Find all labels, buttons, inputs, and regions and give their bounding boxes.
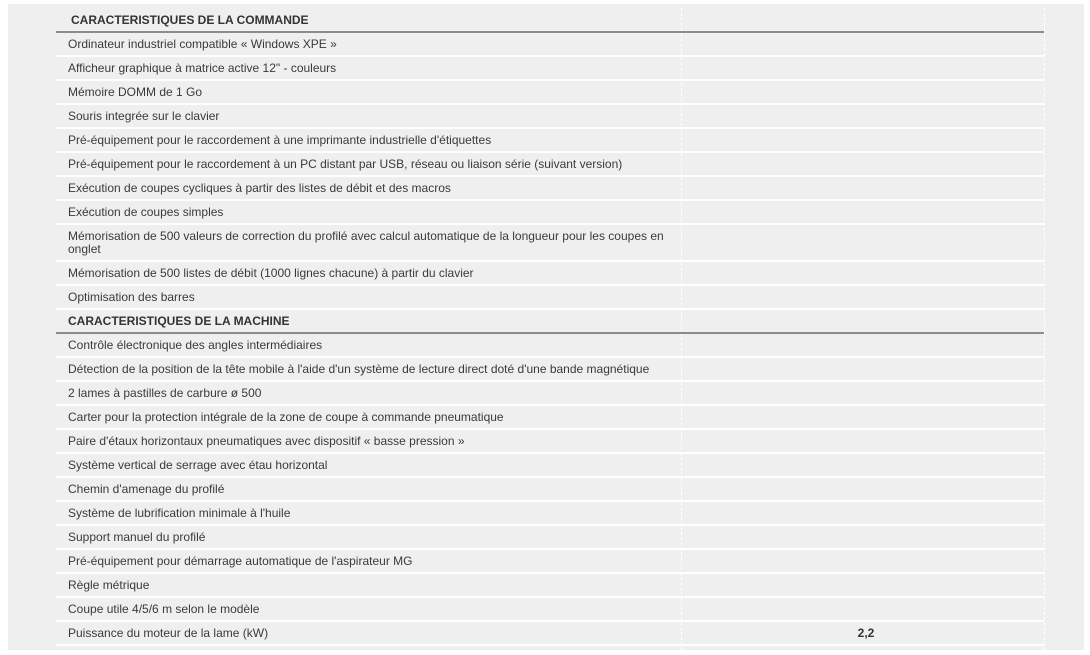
row-label: Carter pour la protection intégrale de la zone de coupe à commande pneumatique (68, 410, 504, 424)
table-row (56, 177, 1044, 201)
row-label: Mémorisation de 500 valeurs de correction du profilé avec calcul automatique de la longueur pour les coupes en onglet (68, 229, 664, 256)
row-label: Système de lubrification minimale à l'huile (68, 506, 291, 520)
table-row (56, 622, 1044, 646)
table-row (56, 81, 1044, 105)
table-row (56, 526, 1044, 550)
table-row (56, 262, 1044, 286)
table-row (56, 33, 1044, 57)
row-label: Paire d'étaux horizontaux pneumatiques avec dispositif « basse pression » (68, 434, 465, 448)
table-row (56, 225, 1044, 262)
table-row (56, 201, 1044, 225)
row-label: Souris integrée sur le clavier (68, 109, 220, 123)
row-label: Pré-équipement pour le raccordement à une imprimante industrielle d'étiquettes (68, 133, 492, 147)
row-value: 2,2 (857, 626, 875, 640)
section-header-commande: CARACTERISTIQUES DE LA COMMANDE (56, 9, 1044, 33)
row-label: Contrôle électronique des angles intermédiaires (68, 338, 323, 352)
table-row (56, 478, 1044, 502)
spec-sheet (8, 4, 1084, 650)
row-label: Chemin d'amenage du profilé (68, 482, 225, 496)
row-label: Exécution de coupes cycliques à partir des listes de débit et des macros (68, 181, 451, 195)
row-label: Pré-équipement pour le raccordement à un PC distant par USB, réseau ou liaison série (suivant version) (68, 157, 623, 171)
row-label: 2 lames à pastilles de carbure ø 500 (68, 386, 262, 400)
table-row (56, 430, 1044, 454)
table-row (56, 550, 1044, 574)
table-row (56, 57, 1044, 81)
row-label: Support manuel du profilé (68, 530, 206, 544)
row-label: Détection de la position de la tête mobile à l'aide d'un système de lecture direct doté d'une bande magnétique (68, 362, 650, 376)
table-row (56, 598, 1044, 622)
row-label: Mémoire DOMM de 1 Go (68, 85, 203, 99)
table-row (56, 574, 1044, 598)
table-row (56, 382, 1044, 406)
section-header-machine: CARACTERISTIQUES DE LA MACHINE (56, 310, 1044, 334)
table-row (56, 358, 1044, 382)
row-label: Système vertical de serrage avec étau horizontal (68, 458, 328, 472)
row-label: Mémorisation de 500 listes de débit (1000 lignes chacune) à partir du clavier (68, 266, 474, 280)
row-label: Afficheur graphique à matrice active 12" - couleurs (68, 61, 337, 75)
row-label: Optimisation des barres (68, 290, 195, 304)
row-label: Ordinateur industriel compatible « Windows XPE » (68, 37, 337, 51)
row-label: Puissance du moteur de la lame (kW) (68, 626, 269, 640)
row-label: Règle métrique (68, 578, 150, 592)
row-label: Coupe utile 4/5/6 m selon le modèle (68, 602, 260, 616)
table-row (56, 502, 1044, 526)
row-label: Exécution de coupes simples (68, 205, 224, 219)
table-row (56, 334, 1044, 358)
table-row (56, 129, 1044, 153)
table-row (56, 454, 1044, 478)
table-row (56, 105, 1044, 129)
spec-table (56, 9, 1044, 646)
column-divider (1044, 8, 1045, 650)
table-row (56, 406, 1044, 430)
table-row (56, 286, 1044, 310)
table-row (56, 153, 1044, 177)
row-label: Pré-équipement pour démarrage automatique de l'aspirateur MG (68, 554, 413, 568)
